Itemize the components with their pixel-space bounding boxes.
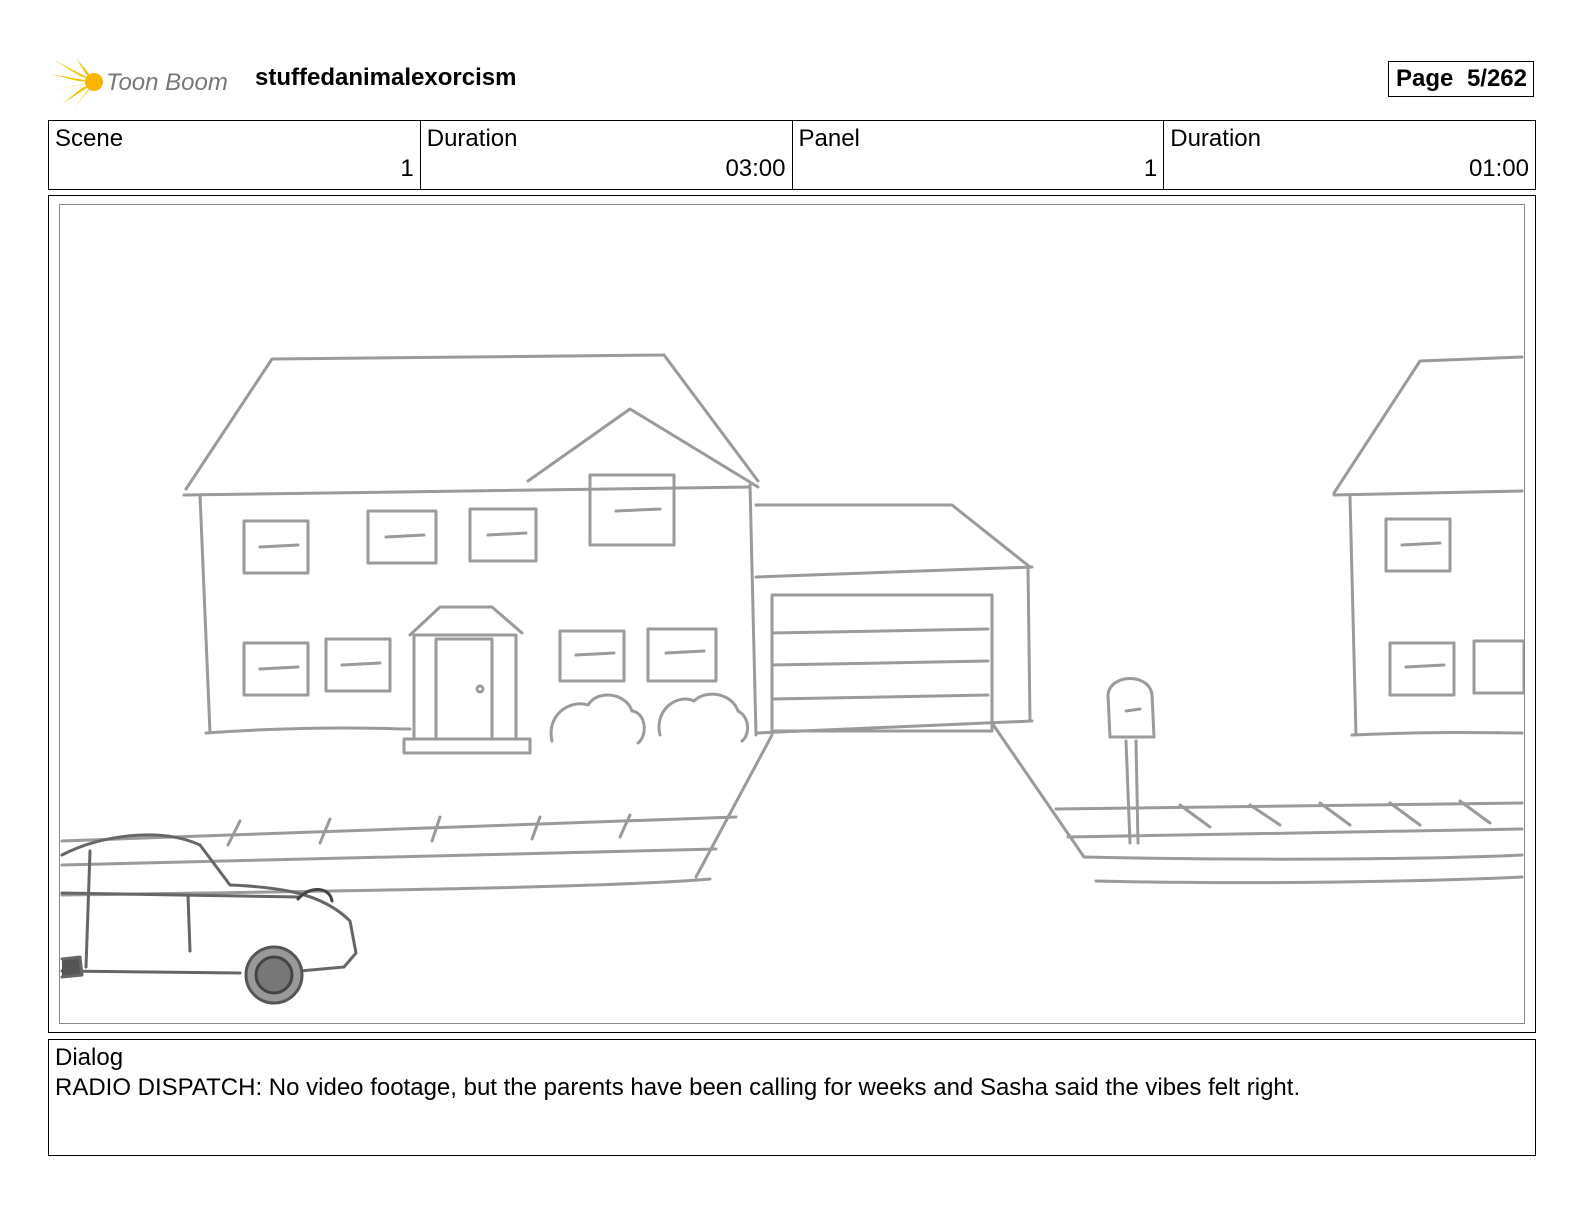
panel-duration-label: Duration <box>1170 125 1261 152</box>
panel-value: 1 <box>1143 155 1158 182</box>
dialog-box <box>48 1039 1536 1156</box>
house-sketch <box>184 355 758 753</box>
svg-text:Toon Boom: Toon Boom <box>106 69 228 96</box>
storyboard-panel-image <box>59 204 1525 1024</box>
mailbox-sketch <box>1108 679 1154 844</box>
dialog-text: RADIO DISPATCH: No video footage, but the parents have been calling for weeks and Sasha said the vibes felt right. <box>55 1074 1301 1101</box>
panel-duration-value: 01:00 <box>1468 155 1529 182</box>
dialog-label: Dialog <box>55 1044 124 1071</box>
panel-info-table <box>48 120 1536 190</box>
toon-boom-logo <box>50 54 240 108</box>
page-label: Page <box>1396 65 1454 92</box>
project-title: stuffedanimalexorcism <box>255 64 517 91</box>
scene-duration-value: 03:00 <box>725 155 786 182</box>
page-indicator <box>1388 61 1534 97</box>
scene-duration-label: Duration <box>426 125 518 152</box>
scene-label: Scene <box>55 125 124 152</box>
scene-duration-cell <box>421 121 793 189</box>
scene-value: 1 <box>400 155 414 182</box>
garage-sketch <box>756 505 1032 733</box>
street-sketch <box>62 723 1522 895</box>
panel-cell <box>793 121 1165 189</box>
panel-duration-cell <box>1164 121 1535 189</box>
panel-label: Panel <box>798 125 860 152</box>
storyboard-panel-frame <box>48 195 1536 1033</box>
scene-cell <box>49 121 421 189</box>
neighbor-house-sketch <box>1334 357 1524 735</box>
page-number: 5/262 <box>1466 65 1527 92</box>
